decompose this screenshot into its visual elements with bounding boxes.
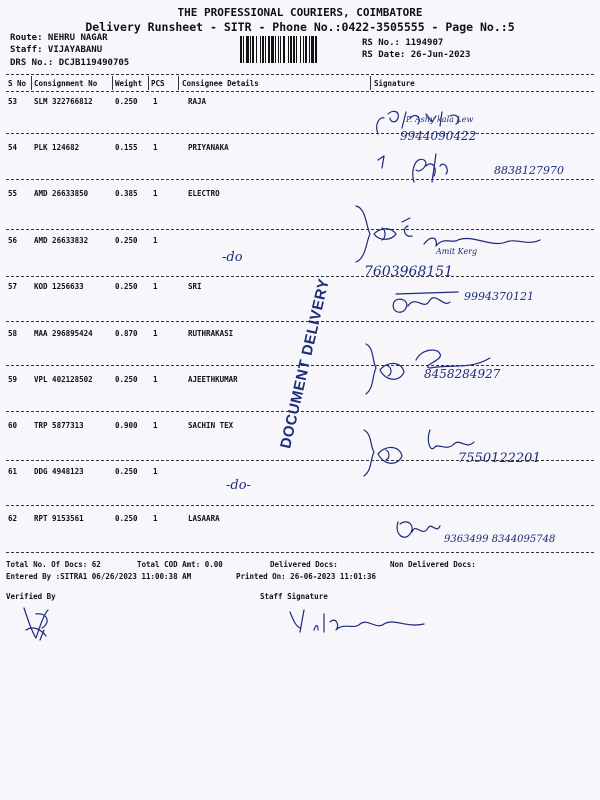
drs-number: DRS No.: DCJB119490705	[10, 58, 130, 68]
row-weight: 0.385	[115, 189, 138, 198]
row-consignment: AMD 26633832	[34, 236, 89, 245]
row-consignment: KOD 1256633	[34, 282, 84, 291]
col-separator	[112, 76, 113, 90]
col-consignee: Consignee Details	[182, 79, 259, 88]
row-pcs: 1	[153, 375, 158, 384]
company-name: THE PROFESSIONAL COURIERS, COIMBATORE	[177, 6, 423, 19]
row-pcs: 1	[153, 143, 158, 152]
row-consignee: RAJA	[188, 97, 207, 106]
entered-by: Entered By :SITRA1 06/26/2023 11:00:38 AM	[6, 572, 192, 581]
signature-name: P. Ashy kala Lew	[406, 115, 474, 124]
col-separator	[148, 76, 149, 90]
row-pcs: 1	[153, 236, 158, 245]
row-consignment: RPT 9153561	[34, 514, 84, 523]
row-pcs: 1	[153, 189, 158, 198]
total-docs: Total No. Of Docs: 62	[6, 560, 101, 569]
runsheet-title: Delivery Runsheet - SITR - Phone No.:0422-3505555 - Page No.:5	[85, 20, 515, 34]
header-rule	[6, 91, 594, 92]
signature-electro-amd	[352, 198, 552, 282]
col-signature: Signature	[374, 79, 415, 88]
row-sno: 61	[8, 467, 18, 476]
row-weight: 0.155	[115, 143, 138, 152]
row-consignee: AJEETHKUMAR	[188, 375, 238, 384]
row-consignment: AMD 26633850	[34, 189, 89, 198]
signature-priyanaka	[370, 146, 570, 188]
row-consignee: SACHIN TEX	[188, 421, 234, 430]
barcode	[240, 36, 352, 63]
rs-date: RS Date: 26-Jun-2023	[362, 50, 471, 60]
row-weight: 0.250	[115, 97, 138, 106]
row-consignment: VPL 402128502	[34, 375, 93, 384]
total-cod: Total COD Amt: 0.00	[137, 560, 223, 569]
col-weight: Weight	[115, 79, 143, 88]
phone-number: 9994370121	[464, 290, 534, 303]
row-consignment: MAA 296895424	[34, 329, 93, 338]
signature-name: Amit Kerg	[436, 247, 478, 256]
phone-number: 7550122201	[458, 451, 541, 466]
row-sno: 62	[8, 514, 18, 523]
signature-lasaara	[392, 512, 592, 556]
delivered-docs: Delivered Docs:	[270, 560, 338, 569]
signature-ruthrakasi-ajeeth	[360, 340, 570, 400]
document-delivery-stamp: DOCUMENT DELIVERY	[277, 276, 333, 451]
row-sno: 58	[8, 329, 18, 338]
col-consignment: Consignment No	[34, 79, 98, 88]
phone-number: 9363499 8344095748	[444, 534, 556, 545]
signature-sri	[388, 282, 568, 322]
row-pcs: 1	[153, 282, 158, 291]
phone-number: 7603968151	[364, 264, 454, 280]
col-sno: S No	[8, 79, 27, 88]
row-consignee: PRIYANAKA	[188, 143, 229, 152]
phone-number: 9944090422	[400, 129, 477, 143]
printed-on: Printed On: 26-06-2023 11:01:36	[236, 572, 376, 581]
row-consignment: SLM 322766812	[34, 97, 93, 106]
row-sno: 57	[8, 282, 18, 291]
col-separator	[178, 76, 179, 90]
row-consignee: ELECTRO	[188, 189, 220, 198]
col-separator	[31, 76, 32, 90]
row-consignment: TRP 5877313	[34, 421, 84, 430]
row-sno: 60	[8, 421, 18, 430]
row-consignment: DDG 4948123	[34, 467, 84, 476]
row-weight: 0.250	[115, 375, 138, 384]
staff-signature	[284, 602, 434, 638]
row-sno: 54	[8, 143, 18, 152]
row-pcs: 1	[153, 329, 158, 338]
staff-signature-label: Staff Signature	[260, 592, 328, 601]
header-rule	[6, 74, 594, 75]
row-consignee: LASAARA	[188, 514, 220, 523]
row-weight: 0.870	[115, 329, 138, 338]
signature-sachin-tex	[350, 424, 580, 480]
row-consignment: PLK 124682	[34, 143, 80, 152]
verified-by-label: Verified By	[6, 592, 56, 601]
row-sno: 56	[8, 236, 18, 245]
row-consignee: RUTHRAKASI	[188, 329, 234, 338]
ditto-mark: -do	[222, 250, 243, 265]
row-weight: 0.250	[115, 514, 138, 523]
row-divider	[6, 505, 594, 506]
row-weight: 0.250	[115, 236, 138, 245]
row-pcs: 1	[153, 467, 158, 476]
row-sno: 55	[8, 189, 18, 198]
rs-number: RS No.: 1194907	[362, 38, 444, 48]
route: Route: NEHRU NAGAR	[10, 33, 108, 43]
row-pcs: 1	[153, 421, 158, 430]
row-consignee: SRI	[188, 282, 202, 291]
row-weight: 0.250	[115, 467, 138, 476]
row-weight: 0.250	[115, 282, 138, 291]
row-pcs: 1	[153, 514, 158, 523]
staff: Staff: VIJAYABANU	[10, 45, 103, 55]
phone-number: 8838127970	[494, 164, 564, 177]
col-pcs: PCS	[151, 79, 165, 88]
signature-raja	[370, 104, 530, 146]
phone-number: 8458284927	[424, 367, 501, 381]
ditto-mark: -do-	[226, 478, 251, 493]
row-pcs: 1	[153, 97, 158, 106]
non-delivered-docs: Non Delivered Docs:	[390, 560, 476, 569]
verifier-signature	[18, 600, 62, 644]
col-separator	[370, 76, 371, 90]
row-sno: 59	[8, 375, 18, 384]
row-weight: 0.900	[115, 421, 138, 430]
row-sno: 53	[8, 97, 18, 106]
